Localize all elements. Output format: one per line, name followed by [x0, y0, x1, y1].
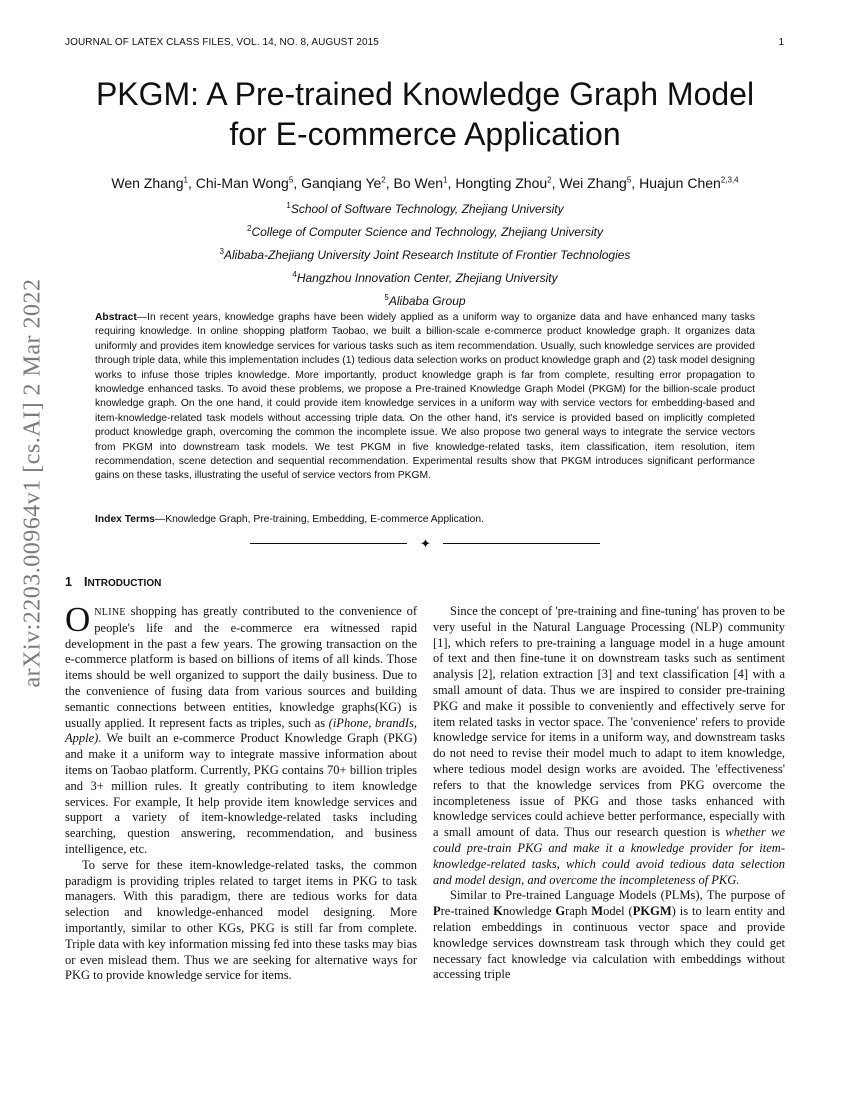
paragraph: Similar to Pre-trained Language Models (PLMs), The purpose of Pre-trained Knowledge Graph Model (PKGM) is to learn entity and relation embeddings in continuous vector space and provide knowledge services downstream task through which they could get necessary fact knowledge via calculation with embeddings without accessing triple	[433, 888, 785, 982]
author: Ganqiang Ye	[301, 175, 382, 191]
divider-line-left	[250, 543, 407, 544]
author: Chi-Man Wong	[195, 175, 289, 191]
section-title-rest: NTRODUCTION	[87, 578, 162, 589]
abstract-label: Abstract	[95, 312, 137, 323]
arxiv-stamp	[8, 278, 58, 688]
running-header: JOURNAL OF LATEX CLASS FILES, VOL. 14, NO. 8, AUGUST 2015	[65, 37, 379, 48]
author-affiliation-mark: 1	[443, 175, 448, 185]
author-affiliation-mark: 5	[626, 175, 632, 185]
title-line-2: for E-commerce Application	[229, 116, 621, 152]
author: Hongting Zhou	[455, 175, 548, 191]
section-number: 1	[65, 575, 72, 589]
affiliation: $^1$School of Software Technology, Zhejiang University	[286, 201, 564, 216]
author-affiliation-mark: 1	[183, 175, 188, 185]
page-number: 1	[778, 37, 784, 48]
title-line-1: PKGM: A Pre-trained Knowledge Graph Model	[95, 76, 755, 112]
left-column	[65, 600, 417, 984]
author: Bo Wen	[393, 175, 444, 191]
author-affiliation-mark: 2	[381, 175, 386, 185]
paragraph: Since the concept of 'pre-training and fine-tuning' has proven to be very useful in the Natural Language Processing (NLP) community [1], which refers to pre-training a language model in a huge amount of text and then fine-tune it on downstream tasks such as sentiment analysis [2], relation extraction [3] and text classification [4] with a small amount of data. Thus we are inspired to consider pre-training PKG and make it possible to conveniently and effectively serve for item related tasks in vector space. The 'convenience' refers to provide knowledge service for items in a uniform way, and downstream tasks do not need to revise their model much to adapt to item knowledge, where tedious model design works are avoided. The 'effectiveness' refers to that the knowledge services from PKG overcome the incompleteness issue of PKG and those tasks enhanced with knowledge services could achieve better performance, especially with a small amount of data. Thus our research question is whether we could pre-train PKG and make it a knowledge provider for item-knowledge-related tasks, which could avoid tedious data selection and model design, and overcome the incompleteness of PKG.	[433, 604, 785, 887]
section-title-initial: I	[83, 575, 88, 589]
divider-line-right	[443, 543, 600, 544]
arxiv-identifier: arXiv:2203.00964v1 [cs.AI] 2 Mar 2022	[19, 278, 46, 688]
index-terms-text: —Knowledge Graph, Pre-training, Embedding, E-commerce Application.	[154, 514, 484, 525]
author-affiliation-mark: 2,3,4	[720, 175, 739, 185]
affiliation: $^4$Hangzhou Innovation Center, Zhejiang University	[292, 270, 558, 285]
section-heading	[65, 575, 161, 589]
paragraph: ONLINE shopping has greatly contributed to the convenience of people's life and the e-commerce era witnessed rapid development in the past a few years. The growing transaction on the e-commerce platform is based on billions of items of all kinds. Those items should be well organized to support the daily business. Due to the convenience of fusing data from various sources and building semantic connections between entities, knowledge graphs(KG) is usually applied. It represent facts as triples, such as (iPhone, brandIs, Apple). We built an e-commerce Product Knowledge Graph (PKG) and make it a uniform way to integrate massive information about items on Taobao platform. Currently, PKG contains 70+ billion triples and 3+ million rules. It greatly contributing to item knowledge services. For example, It help provide item knowledge services and support a variety of item-knowledge-related tasks including searching, question answering, recommendation, and business intelligence, etc.	[65, 600, 417, 856]
divider-diamond-icon: ✦	[420, 536, 431, 551]
author: Wei Zhang	[559, 175, 627, 191]
paragraph: To serve for these item-knowledge-related tasks, the common paradigm is providing triples related to target items in PKG to task managers. With this paradigm, there are tedious works for data selection and knowledge-enhanced model designing. More importantly, similar to other KGs, PKG is still far from complete. Triple data with key information missing fed into these tasks may bias or even mislead them. Thus we are seeking for alternative ways for PKG to provide knowledge service for items.	[65, 857, 417, 983]
author: Huajun Chen	[639, 175, 721, 191]
author-affiliation-mark: 5	[288, 175, 294, 185]
index-terms	[95, 514, 755, 525]
section-divider	[250, 536, 600, 550]
right-column	[433, 604, 785, 983]
small-caps-lead: NLINE	[94, 607, 126, 618]
abstract-text: —In recent years, knowledge graphs have been widely applied as a uniform way to organize data and have enhanced many tasks requiring knowledge. In online shopping platform Taobao, we built a billion-scale e-commerce product knowledge graph. It organizes data uniformly and provides item knowledge services for various tasks such as item recommendation. Usually, such knowledge services are provided through triple data, while this implementation includes (1) tedious data selection works on product knowledge graph and (2) task model designing works to infuse those triples knowledge. More importantly, product knowledge graph is far from complete, resulting error propagation to knowledge enhanced tasks. To avoid these problems, we propose a Pre-trained Knowledge Graph Model (PKGM) for the billion-scale product knowledge graph. On the one hand, it could provide item knowledge services in a uniform way with service vectors for embedding-based and item-knowledge-related task models without accessing triple data. On the other hand, it's service is provided based on implicitly completed product knowledge graph, overcoming the common the incomplete issue. We also propose two general ways to integrate the service vectors from PKGM into downstream task models. We test PKGM in five knowledge-related tasks, item classification, item resolution, item recommendation, scene detection and sequential recommendation. Experimental results show that PKGM introduces significant performance gains on these tasks, illustrating the useful of service vectors from PKGM.	[95, 312, 755, 482]
paper-title	[60, 74, 790, 154]
abstract	[95, 311, 755, 484]
author-list: Wen Zhang$^1$, Chi-Man Wong$^5$, Ganqiang Ye$^2$, Bo Wen$^1$, Hongting Zhou$^2$, Wei Zhang$^5$, Huajun Chen$^{2,3,4}$	[111, 175, 739, 191]
affiliation-list	[60, 196, 790, 311]
author-affiliation-mark: 2	[547, 175, 552, 185]
index-terms-label: Index Terms	[95, 514, 155, 525]
affiliation: $^2$College of Computer Science and Technology, Zhejiang University	[247, 224, 603, 239]
drop-cap: O	[65, 600, 91, 639]
affiliation: $^5$Alibaba Group	[384, 293, 466, 308]
affiliation: $^3$Alibaba-Zhejiang University Joint Research Institute of Frontier Technologies	[219, 247, 631, 262]
author: Wen Zhang	[111, 175, 184, 191]
